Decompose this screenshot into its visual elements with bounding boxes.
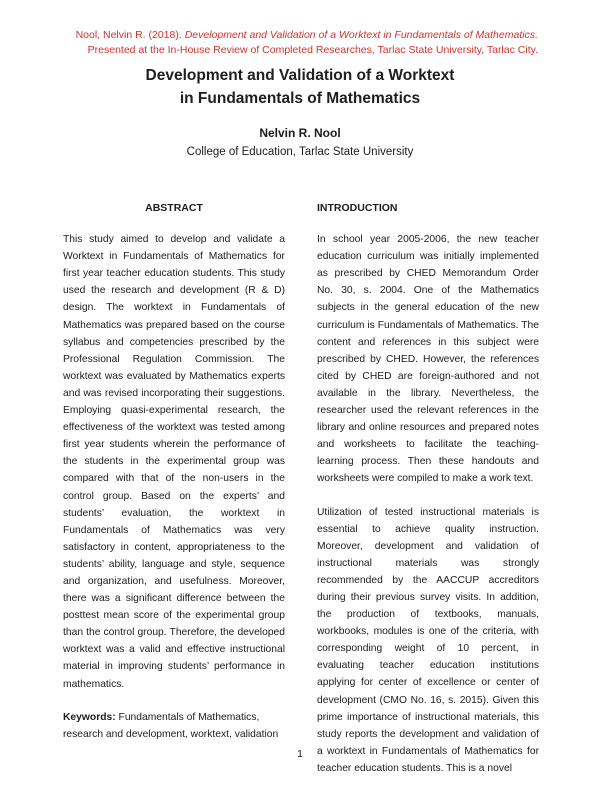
introduction-heading: INTRODUCTION (317, 202, 398, 214)
citation-line1 (58, 28, 538, 43)
abstract-heading: ABSTRACT (145, 202, 203, 214)
citation-authors: Nool, Nelvin R. (2018). (75, 29, 182, 41)
introduction-paragraph-1: In school year 2005-2006, the new teacher education curriculum was initially implemented as prescribed by CHED Memorandum Order No. 30, s. 2004. One of the Mathematics subjects in the general education of the new curriculum is Fundamentals of Mathematics. The content and references in this subject were prescribed by CHED. However, the references cited by CHED are foreign-authored and not available in the library. Nevertheless, the researcher used the relevant references in the library and online resources and prepared notes and worksheets to facilitate the teaching-learning process. Then these handouts and worksheets were compiled to make a work text. (317, 234, 539, 485)
author-name: Nelvin R. Nool (259, 126, 341, 140)
introduction-paragraph-2: Utilization of tested instructional materials is essential to achieve quality instruction. Moreover, development and validation of instructional materials was strongly recommended by the AACCUP accreditors during their previous survey visits. In addition, the production of textbooks, manuals, workbooks, modules is one of the criteria, with corresponding weight of 10 percent, in evaluating teacher education institutions applying for center of excellence or center of development (CMO No. 16, s. 2015). Given this prime importance of instructional materials, this study reports the development and validation of a worktext in Fundamentals of Mathematics for teacher education students. This is a novel (317, 506, 539, 774)
paper-title (0, 64, 600, 110)
abstract-column (63, 200, 285, 759)
citation-header (58, 28, 538, 58)
keywords (63, 709, 285, 743)
citation-presented: Presented at the In-House Review of Completed Researches, Tarlac State University, Tarlac City. (87, 44, 538, 56)
citation-title: Development and Validation of a Worktext in Fundamentals of Mathematics. (184, 29, 538, 41)
author-affiliation: College of Education, Tarlac State University (186, 146, 414, 158)
paper-title-line1: Development and Validation of a Worktext (145, 67, 455, 84)
keywords-label: Keywords: (63, 711, 116, 723)
abstract-text: This study aimed to develop and validate a Worktext in Fundamentals of Mathematics for first year teacher education students. This study used the research and development (R & D) design. The worktext in Fundamentals of Mathematics was prepared based on the course syllabus and competencies prescribed by the Professional Regulation Commission. The worktext was evaluated by Mathematics experts and was revised incorporating their suggestions. Employing quasi-experimental research, the effectiveness of the worktext was tested among first year students wherein the performance of the students in the experimental group was compared with that of the non-users in the control group. Based on the experts’ and students’ evaluation, the worktext in Fundamentals of Mathematics was very satisfactory in content, appropriateness to the students’ ability, language and style, sequence and organization, and usefulness. Moreover, there was a significant difference between the posttest mean score of the experimental group than the control group. Therefore, the developed worktext was a valid and effective instructional material in improving students’ performance in mathematics. (63, 234, 285, 690)
paper-title-line2: in Fundamentals of Mathematics (179, 90, 421, 107)
page-number: 1 (297, 748, 303, 760)
keywords-text: Fundamentals of Mathematics, research and development, worktext, validation (63, 711, 279, 740)
introduction-column (317, 200, 539, 793)
